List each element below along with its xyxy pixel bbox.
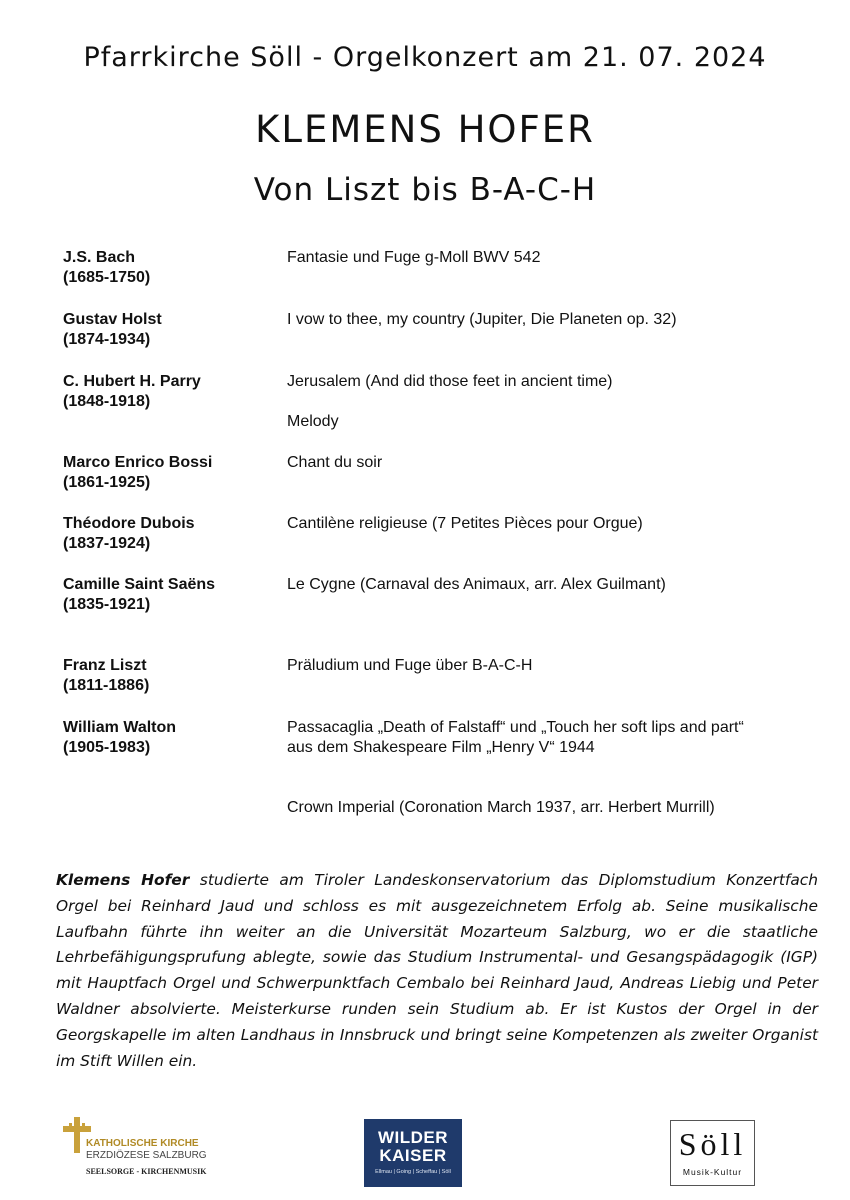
work-title: Präludium und Fuge über B-A-C-H	[287, 657, 533, 674]
work-title: Passacaglia „Death of Falstaff“ und „Touch her soft lips and part“ aus dem Shakespeare Film „Henry V“ 1944	[287, 719, 744, 756]
bio-text: studierte am Tiroler Landeskonservatorium das Diplomstudium Konzertfach Orgel bei Reinhard Jaud und schloss es mit ausgezeichnetem Erfolg ab. Seine musikalische Laufbahn führte ihn weiter an die Universität Mozarteum Salzburg, wo er die staatliche Lehrbefähigungsprufung ablegte, sowie das Studium Instrumental- und Gesangspädagogik (IGP) mit Hauptfach Orgel und Schwerpunktfach Cembalo bei Reinhard Jaud, Andreas Liebig und Peter Waldner absolvierte. Meisterkurse runden sein Studium ab. Er ist Kustos der Orgel in der Georgskapelle im alten Landhaus in Innsbruck und bringt seine Kompetenzen als zweiter Organist im Stift Willen ein.	[56, 871, 818, 1070]
church-logo-line1: KATHOLISCHE KIRCHE	[86, 1138, 199, 1149]
composer-years: (1861-1925)	[63, 474, 151, 491]
composer-years: (1848-1918)	[63, 393, 151, 410]
composer-name: Gustav Holst	[63, 311, 162, 328]
composer-name: C. Hubert H. Parry	[63, 373, 201, 390]
composer-name: William Walton	[63, 719, 177, 736]
cross-icon	[60, 1115, 94, 1155]
catholic-church-logo	[60, 1115, 240, 1175]
composer-name: Camille Saint Saëns	[63, 576, 216, 593]
performer-name: KLEMENS HOFER	[255, 108, 595, 151]
concert-subtitle: Pfarrkirche Söll - Orgelkonzert am 21. 07. 2024	[83, 42, 767, 73]
composer-name: Marco Enrico Bossi	[63, 454, 213, 471]
soell-logo-line1: Söll	[678, 1126, 747, 1162]
composer-years: (1837-1924)	[63, 535, 151, 552]
wilder-kaiser-logo	[364, 1119, 462, 1187]
wk-logo-line3: Ellmau | Going | Scheffau | Söll	[375, 1169, 451, 1175]
bio-name: Klemens Hofer	[56, 871, 190, 889]
composer-years: (1685-1750)	[63, 269, 151, 286]
work-title: Crown Imperial (Coronation March 1937, arr. Herbert Murrill)	[287, 799, 715, 816]
church-logo-line2: ERZDIÖZESE SALZBURG	[86, 1150, 207, 1161]
program-item-composer	[63, 310, 273, 350]
church-logo-line3: SEELSORGE - KIRCHENMUSIK	[86, 1167, 207, 1176]
soell-logo-line2: Musik-Kultur	[682, 1167, 743, 1177]
soell-musik-kultur-logo	[670, 1120, 755, 1186]
work-title: Chant du soir	[287, 454, 383, 471]
work-title: Melody	[287, 413, 339, 430]
composer-name: Franz Liszt	[63, 657, 147, 674]
work-title: Fantasie und Fuge g-Moll BWV 542	[287, 249, 541, 266]
performer-biography	[56, 868, 818, 1074]
wk-logo-line1: WILDER	[377, 1128, 449, 1147]
composer-years: (1835-1921)	[63, 596, 151, 613]
work-title: Jerusalem (And did those feet in ancient time)	[287, 373, 613, 390]
program-item-composer	[63, 718, 273, 758]
wk-logo-line2: KAISER	[379, 1146, 447, 1165]
composer-years: (1811-1886)	[63, 677, 150, 694]
program-item-composer	[63, 514, 273, 554]
composer-name: J.S. Bach	[63, 249, 136, 266]
composer-years: (1874-1934)	[63, 331, 151, 348]
program-item-composer	[63, 453, 273, 493]
program-item-composer	[63, 575, 273, 615]
program-title: Von Liszt bis B-A-C-H	[253, 172, 597, 208]
program-item-composer	[63, 656, 273, 696]
work-title: Le Cygne (Carnaval des Animaux, arr. Alex Guilmant)	[287, 576, 666, 593]
work-title: I vow to thee, my country (Jupiter, Die Planeten op. 32)	[287, 311, 677, 328]
program-item-composer	[63, 248, 273, 288]
work-title: Cantilène religieuse (7 Petites Pièces pour Orgue)	[287, 515, 643, 532]
composer-name: Théodore Dubois	[63, 515, 195, 532]
program-item-composer	[63, 372, 273, 412]
composer-years: (1905-1983)	[63, 739, 151, 756]
